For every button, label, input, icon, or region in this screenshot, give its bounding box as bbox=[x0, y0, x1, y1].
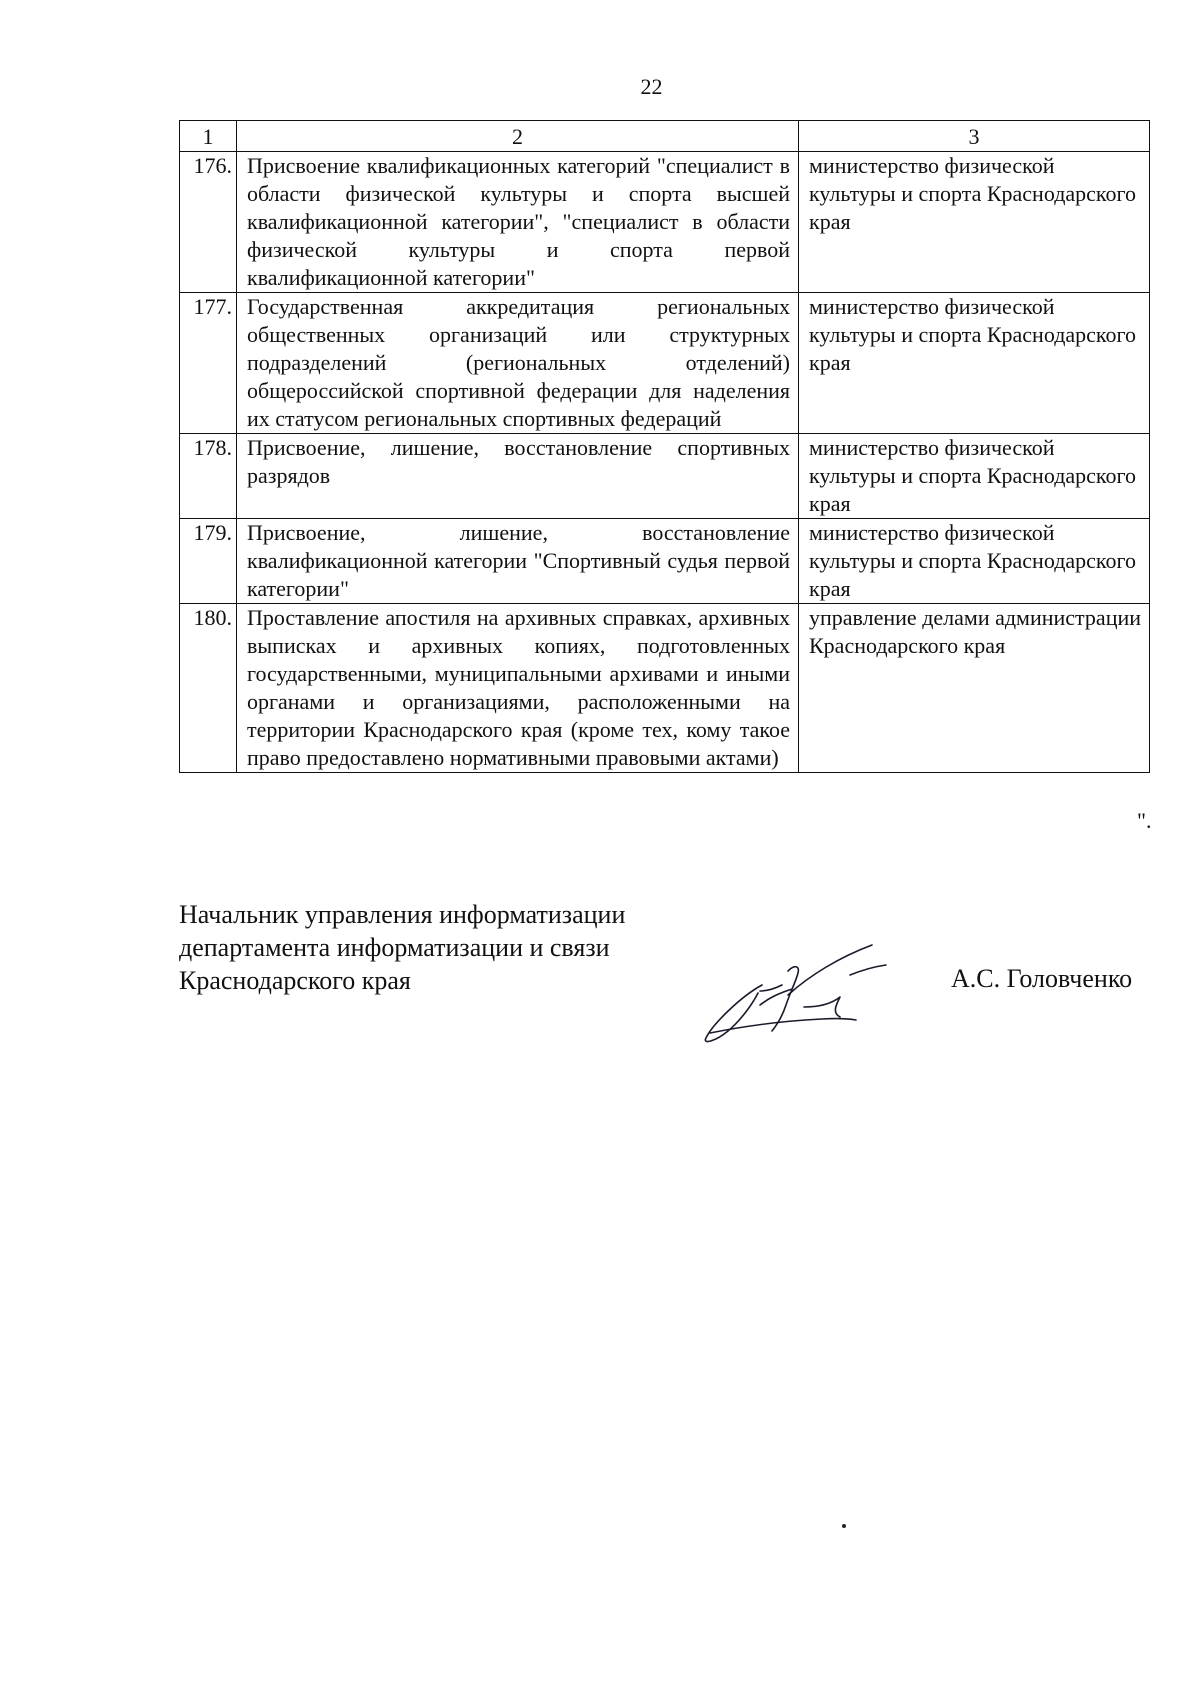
row-number: 178. bbox=[180, 434, 237, 519]
row-description: Государственная аккредитация региональных общественных организаций или структурных подразделений (региональных отделений) общероссийской спортивной федерации для наделения их статусом региональных спортивных федераций bbox=[237, 293, 799, 434]
column-header-number: 1 bbox=[180, 121, 237, 152]
row-number: 179. bbox=[180, 519, 237, 604]
stray-dot bbox=[842, 1524, 846, 1528]
table-row bbox=[180, 519, 1150, 604]
column-header-description: 2 bbox=[237, 121, 799, 152]
handwritten-signature bbox=[700, 935, 890, 1045]
row-organization: министерство физической культуры и спорта Краснодарского края bbox=[799, 519, 1150, 604]
row-number: 176. bbox=[180, 152, 237, 293]
row-number: 177. bbox=[180, 293, 237, 434]
table-header-row bbox=[180, 121, 1150, 152]
row-organization: управление делами администрации Краснодарского края bbox=[799, 604, 1150, 773]
row-description: Присвоение квалификационных категорий "специалист в области физической культуры и спорта высшей квалификационной категории", "специалист в области физической культуры и спорта первой квалификационной категории" bbox=[237, 152, 799, 293]
services-table bbox=[179, 120, 1150, 773]
signatory-position bbox=[179, 898, 625, 997]
table-row bbox=[180, 293, 1150, 434]
row-organization: министерство физической культуры и спорта Краснодарского края bbox=[799, 152, 1150, 293]
row-organization: министерство физической культуры и спорта Краснодарского края bbox=[799, 434, 1150, 519]
closing-quote: ". bbox=[1137, 808, 1152, 833]
row-description: Присвоение, лишение, восстановление квалификационной категории "Спортивный судья первой категории" bbox=[237, 519, 799, 604]
row-description: Присвоение, лишение, восстановление спортивных разрядов bbox=[237, 434, 799, 519]
table-row bbox=[180, 434, 1150, 519]
table-row bbox=[180, 604, 1150, 773]
row-organization: министерство физической культуры и спорта Краснодарского края bbox=[799, 293, 1150, 434]
signatory-position-line: департамента информатизации и связи bbox=[179, 933, 610, 962]
page-number: 22 bbox=[640, 74, 663, 99]
row-description: Проставление апостиля на архивных справках, архивных выписках и архивных копиях, подготовленных государственными, муниципальными архивами и иными органами и организациями, расположенными на территории Краснодарского края (кроме тех, кому такое право предоставлено нормативными правовыми актами) bbox=[237, 604, 799, 773]
signatory-position-line: Начальник управления информатизации bbox=[179, 900, 626, 929]
row-number: 180. bbox=[180, 604, 237, 773]
signatory-position-line: Краснодарского края bbox=[179, 966, 411, 995]
column-header-organization: 3 bbox=[799, 121, 1150, 152]
signatory-name: А.С. Головченко bbox=[951, 964, 1133, 993]
table-row bbox=[180, 152, 1150, 293]
